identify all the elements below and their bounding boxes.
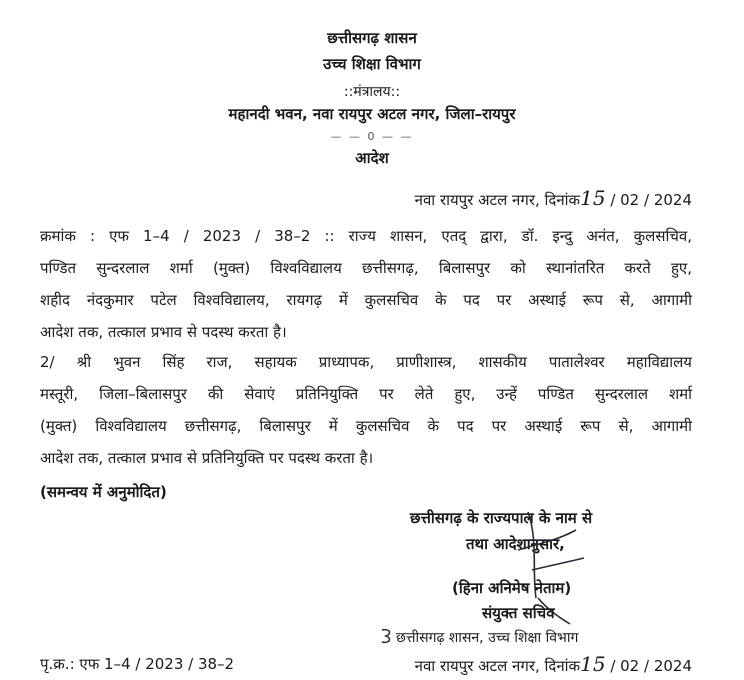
office-address: महानदी भवन, नवा रायपुर अटल नगर, जिला–रायपुर: [228, 105, 516, 123]
order-date: [415, 186, 692, 210]
footer-date: [415, 652, 692, 676]
para1-line: आदेश तक, तत्काल प्रभाव से पदस्थ करता है।: [40, 323, 287, 341]
signatory-org: छत्तीसगढ़ शासन, उच्च शिक्षा विभाग: [396, 630, 579, 646]
header-separator: — — 0 — —: [330, 130, 414, 143]
date-place: नवा रायपुर अटल नगर, दिनांक: [414, 191, 581, 209]
approval-note: (समन्वय में अनुमोदित): [40, 483, 167, 501]
para1-line: पण्डित सुन्दरलाल शर्मा (मुक्त) विश्वविद्यालय छत्तीसगढ़, बिलासपुर को स्थानांतरित करते हुए,: [40, 259, 692, 277]
govt-name: छत्तीसगढ़ शासन: [327, 29, 417, 47]
department-name: उच्च शिक्षा विभाग: [323, 55, 421, 73]
signatory-designation: संयुक्त सचिव: [482, 604, 555, 622]
footer-date-day-handwritten: 15: [580, 652, 606, 676]
para2-line: मस्तूरी, जिला–बिलासपुर की सेवाएं प्रतिनियुक्ति पर लेते हुए, उन्हें पण्डित सुन्दरलाल शर्मा: [40, 385, 692, 403]
signature-line-1: छत्तीसगढ़ के राज्यपाल के नाम से: [410, 509, 593, 527]
para1-line: शहीद नंदकुमार पटेल विश्वविद्यालय, रायगढ़ में कुलसचिव के पद पर अस्थाई रूप से, आगामी: [40, 291, 692, 309]
footer-date-rest: / 02 / 2024: [605, 657, 692, 675]
para1-line: क्रमांक : एफ 1–4 / 2023 / 38–2 :: राज्य शासन, एतद् द्वारा, डॉ. इन्दु अनंत, कुलसचिव,: [40, 227, 692, 245]
initial-mark-icon: [378, 626, 396, 646]
order-title: आदेश: [355, 149, 389, 167]
date-day-handwritten: 15: [580, 186, 606, 210]
para2-line: (मुक्त) विश्वविद्यालय छत्तीसगढ़, बिलासपुर में कुलसचिव के पद पर अस्थाई रूप से, आगामी: [40, 417, 692, 435]
date-rest: / 02 / 2024: [605, 191, 692, 209]
para2-line: 2/ श्री भुवन सिंह राज, सहायक प्राध्यापक, प्राणीशास्त्र, शासकीय पातालेश्वर महाविद्यालय: [40, 353, 692, 371]
footer-date-place: नवा रायपुर अटल नगर, दिनांक: [414, 657, 581, 675]
signature-line-2: तथा आदेशानुसार,: [466, 535, 565, 553]
para2-line: आदेश तक, तत्काल प्रभाव से प्रतिनियुक्ति पर पदस्थ करता है।: [40, 449, 374, 467]
ministry-label: ::मंत्रालय::: [343, 84, 401, 100]
reference-number: पृ.क्र.: एफ 1–4 / 2023 / 38–2: [40, 655, 235, 673]
signatory-name: (हिना अनिमेष नेताम): [452, 579, 572, 597]
